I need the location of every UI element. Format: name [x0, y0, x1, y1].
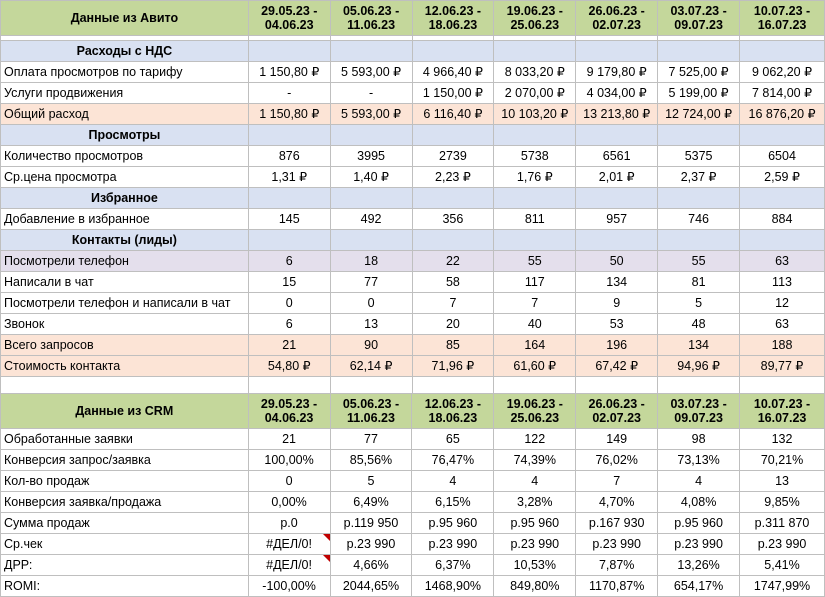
- value-cell[interactable]: р.23 990: [740, 534, 825, 555]
- empty-cell[interactable]: [330, 188, 412, 209]
- row-label[interactable]: Конверсия заявка/продажа: [1, 492, 249, 513]
- value-cell[interactable]: 12: [740, 293, 825, 314]
- value-cell[interactable]: 5: [658, 293, 740, 314]
- value-cell[interactable]: 5738: [494, 146, 576, 167]
- empty-cell[interactable]: [658, 125, 740, 146]
- avito-title[interactable]: Данные из Авито: [1, 1, 249, 36]
- period-header[interactable]: [412, 394, 494, 429]
- value-cell[interactable]: 9,85%: [740, 492, 825, 513]
- value-cell[interactable]: 13,26%: [658, 555, 740, 576]
- period-end: 16.07.23: [757, 18, 807, 32]
- value-cell[interactable]: 134: [576, 272, 658, 293]
- table-row: [1, 471, 825, 492]
- value-cell[interactable]: 811: [494, 209, 576, 230]
- row-label[interactable]: ДРР:: [1, 555, 249, 576]
- period-header[interactable]: [330, 394, 412, 429]
- value-cell[interactable]: р.23 990: [576, 534, 658, 555]
- value-cell[interactable]: 5 593,00 ₽: [330, 104, 412, 125]
- value-cell[interactable]: 98: [658, 429, 740, 450]
- value-cell[interactable]: 4: [412, 471, 494, 492]
- empty-cell[interactable]: [740, 230, 825, 251]
- row-label[interactable]: Количество просмотров: [1, 146, 249, 167]
- row-label[interactable]: Услуги продвижения: [1, 83, 249, 104]
- table-row: [1, 293, 825, 314]
- period-end: 25.06.23: [510, 18, 560, 32]
- value-cell[interactable]: 4,70%: [576, 492, 658, 513]
- value-cell[interactable]: 2739: [412, 146, 494, 167]
- value-cell[interactable]: 0: [248, 293, 330, 314]
- period-end: 09.07.23: [674, 18, 723, 32]
- value-cell[interactable]: 1,76 ₽: [494, 167, 576, 188]
- crm-header-row: [1, 394, 825, 429]
- value-cell[interactable]: 164: [494, 335, 576, 356]
- row-label[interactable]: Посмотрели телефон и написали в чат: [1, 293, 249, 314]
- period-header[interactable]: [330, 1, 412, 36]
- table-row: [1, 335, 825, 356]
- value-cell[interactable]: р.0: [248, 513, 330, 534]
- period-start: 26.06.23 -: [588, 397, 645, 411]
- row-label[interactable]: ROMI:: [1, 576, 249, 597]
- period-start: 05.06.23 -: [342, 4, 400, 18]
- period-header[interactable]: [248, 1, 330, 36]
- period-end: 02.07.23: [592, 18, 642, 32]
- value-cell[interactable]: 2,23 ₽: [412, 167, 494, 188]
- value-cell[interactable]: 50: [576, 251, 658, 272]
- value-cell[interactable]: 1 150,80 ₽: [248, 104, 330, 125]
- period-start: 03.07.23 -: [670, 4, 727, 18]
- table-row: [1, 104, 825, 125]
- value-cell[interactable]: 12 724,00 ₽: [658, 104, 740, 125]
- value-cell[interactable]: р.311 870: [740, 513, 825, 534]
- period-start: 03.07.23 -: [670, 397, 727, 411]
- empty-cell[interactable]: [248, 41, 330, 62]
- value-cell[interactable]: 63: [740, 314, 825, 335]
- value-cell[interactable]: 1,40 ₽: [330, 167, 412, 188]
- value-cell[interactable]: 4: [494, 471, 576, 492]
- value-cell[interactable]: 1468,90%: [412, 576, 494, 597]
- row-label[interactable]: Общий расход: [1, 104, 249, 125]
- value-cell[interactable]: 9: [576, 293, 658, 314]
- period-header[interactable]: [740, 1, 825, 36]
- value-cell[interactable]: 117: [494, 272, 576, 293]
- table-row: [1, 429, 825, 450]
- value-cell[interactable]: 53: [576, 314, 658, 335]
- table-row: [1, 576, 825, 597]
- value-cell[interactable]: 6 116,40 ₽: [412, 104, 494, 125]
- empty-cell[interactable]: [658, 230, 740, 251]
- value-cell[interactable]: 7: [412, 293, 494, 314]
- value-cell[interactable]: 0: [330, 293, 412, 314]
- period-start: 05.06.23 -: [342, 397, 400, 411]
- value-cell[interactable]: 8 033,20 ₽: [494, 62, 576, 83]
- crm-title[interactable]: Данные из CRM: [1, 394, 249, 429]
- section-header-row: [1, 188, 825, 209]
- empty-cell[interactable]: [248, 230, 330, 251]
- value-cell[interactable]: 7: [494, 293, 576, 314]
- value-cell[interactable]: 7: [576, 471, 658, 492]
- section-title[interactable]: Расходы с НДС: [1, 41, 249, 62]
- period-start: 29.05.23 -: [261, 4, 318, 18]
- value-cell[interactable]: 6,15%: [412, 492, 494, 513]
- value-cell[interactable]: р.119 950: [330, 513, 412, 534]
- value-cell[interactable]: #ДЕЛ/0!: [248, 555, 330, 576]
- row-label[interactable]: Обработанные заявки: [1, 429, 249, 450]
- row-label[interactable]: Написали в чат: [1, 272, 249, 293]
- value-cell[interactable]: 94,96 ₽: [658, 356, 740, 377]
- table-row: [1, 314, 825, 335]
- value-cell[interactable]: 22: [412, 251, 494, 272]
- value-cell[interactable]: 1747,99%: [740, 576, 825, 597]
- empty-cell[interactable]: [494, 188, 576, 209]
- empty-cell[interactable]: [248, 125, 330, 146]
- value-cell[interactable]: 73,13%: [658, 450, 740, 471]
- value-cell[interactable]: 77: [330, 429, 412, 450]
- value-cell[interactable]: 77: [330, 272, 412, 293]
- section-title[interactable]: Избранное: [1, 188, 249, 209]
- value-cell[interactable]: 10 103,20 ₽: [494, 104, 576, 125]
- row-label[interactable]: Оплата просмотров по тарифу: [1, 62, 249, 83]
- table-row: [1, 513, 825, 534]
- value-cell[interactable]: 4,08%: [658, 492, 740, 513]
- value-cell[interactable]: р.167 930: [576, 513, 658, 534]
- avito-header-row: [1, 1, 825, 36]
- section-title[interactable]: Просмотры: [1, 125, 249, 146]
- table-row: [1, 534, 825, 555]
- period-end: 09.07.23: [674, 411, 723, 425]
- row-label[interactable]: Стоимость контакта: [1, 356, 249, 377]
- value-cell[interactable]: 2,01 ₽: [576, 167, 658, 188]
- empty-cell[interactable]: [412, 125, 494, 146]
- period-end: 02.07.23: [592, 411, 642, 425]
- value-cell[interactable]: 9 179,80 ₽: [576, 62, 658, 83]
- empty-cell[interactable]: [740, 41, 825, 62]
- value-cell[interactable]: 18: [330, 251, 412, 272]
- section-title[interactable]: Контакты (лиды): [1, 230, 249, 251]
- value-cell[interactable]: #ДЕЛ/0!: [248, 534, 330, 555]
- empty-cell[interactable]: [576, 188, 658, 209]
- value-cell[interactable]: 4,66%: [330, 555, 412, 576]
- value-cell[interactable]: 113: [740, 272, 825, 293]
- empty-cell[interactable]: [412, 188, 494, 209]
- period-end: 04.06.23: [264, 18, 314, 32]
- row-label[interactable]: Ср.цена просмотра: [1, 167, 249, 188]
- value-cell[interactable]: 40: [494, 314, 576, 335]
- value-cell[interactable]: 6,37%: [412, 555, 494, 576]
- period-end: 04.06.23: [264, 411, 314, 425]
- value-cell[interactable]: 3,28%: [494, 492, 576, 513]
- row-label[interactable]: Сумма продаж: [1, 513, 249, 534]
- value-cell[interactable]: 188: [740, 335, 825, 356]
- value-cell[interactable]: р.95 960: [494, 513, 576, 534]
- value-cell[interactable]: 5 199,00 ₽: [658, 83, 740, 104]
- empty-cell[interactable]: [330, 230, 412, 251]
- value-cell[interactable]: 654,17%: [658, 576, 740, 597]
- value-cell[interactable]: 76,02%: [576, 450, 658, 471]
- value-cell[interactable]: 13: [740, 471, 825, 492]
- value-cell[interactable]: 134: [658, 335, 740, 356]
- table-row: [1, 492, 825, 513]
- value-cell[interactable]: 65: [412, 429, 494, 450]
- period-start: 26.06.23 -: [588, 4, 645, 18]
- value-cell[interactable]: 15: [248, 272, 330, 293]
- value-cell[interactable]: 55: [658, 251, 740, 272]
- value-cell[interactable]: 5: [330, 471, 412, 492]
- period-header[interactable]: [248, 394, 330, 429]
- value-cell[interactable]: 6: [248, 314, 330, 335]
- value-cell[interactable]: 1170,87%: [576, 576, 658, 597]
- value-cell[interactable]: 48: [658, 314, 740, 335]
- empty-cell[interactable]: [576, 41, 658, 62]
- period-end: 18.06.23: [428, 411, 478, 425]
- value-cell[interactable]: 196: [576, 335, 658, 356]
- period-end: 18.06.23: [428, 18, 478, 32]
- value-cell[interactable]: 100,00%: [248, 450, 330, 471]
- value-cell[interactable]: 71,96 ₽: [412, 356, 494, 377]
- value-cell[interactable]: 2 070,00 ₽: [494, 83, 576, 104]
- value-cell[interactable]: 74,39%: [494, 450, 576, 471]
- period-header[interactable]: [658, 1, 740, 36]
- value-cell[interactable]: 7 814,00 ₽: [740, 83, 825, 104]
- value-cell[interactable]: 2,59 ₽: [740, 167, 825, 188]
- empty-cell[interactable]: [576, 230, 658, 251]
- table-row: [1, 450, 825, 471]
- row-label[interactable]: Добавление в избранное: [1, 209, 249, 230]
- empty-cell[interactable]: [658, 41, 740, 62]
- empty-cell[interactable]: [740, 188, 825, 209]
- period-header[interactable]: [576, 1, 658, 36]
- value-cell[interactable]: 9 062,20 ₽: [740, 62, 825, 83]
- period-header[interactable]: [494, 1, 576, 36]
- section-header-row: [1, 230, 825, 251]
- value-cell[interactable]: 2,37 ₽: [658, 167, 740, 188]
- value-cell[interactable]: 356: [412, 209, 494, 230]
- value-cell[interactable]: 6504: [740, 146, 825, 167]
- table-row: [1, 251, 825, 272]
- section-header-row: [1, 125, 825, 146]
- table-row: [1, 555, 825, 576]
- value-cell[interactable]: 81: [658, 272, 740, 293]
- value-cell[interactable]: 4 034,00 ₽: [576, 83, 658, 104]
- table-row: [1, 167, 825, 188]
- value-cell[interactable]: 149: [576, 429, 658, 450]
- empty-cell[interactable]: [494, 125, 576, 146]
- value-cell[interactable]: -: [248, 83, 330, 104]
- value-cell[interactable]: р.23 990: [412, 534, 494, 555]
- value-cell[interactable]: р.95 960: [658, 513, 740, 534]
- period-header[interactable]: [412, 1, 494, 36]
- value-cell[interactable]: 5,41%: [740, 555, 825, 576]
- value-cell[interactable]: 62,14 ₽: [330, 356, 412, 377]
- row-label[interactable]: Конверсия запрос/заявка: [1, 450, 249, 471]
- crm-data-table: [0, 393, 825, 597]
- empty-cell[interactable]: [740, 125, 825, 146]
- value-cell[interactable]: р.23 990: [330, 534, 412, 555]
- empty-cell[interactable]: [494, 41, 576, 62]
- value-cell[interactable]: 6: [248, 251, 330, 272]
- value-cell[interactable]: 876: [248, 146, 330, 167]
- value-cell[interactable]: 58: [412, 272, 494, 293]
- row-label[interactable]: Ср.чек: [1, 534, 249, 555]
- value-cell[interactable]: 67,42 ₽: [576, 356, 658, 377]
- value-cell[interactable]: 13: [330, 314, 412, 335]
- value-cell[interactable]: -100,00%: [248, 576, 330, 597]
- value-cell[interactable]: 16 876,20 ₽: [740, 104, 825, 125]
- value-cell[interactable]: 7,87%: [576, 555, 658, 576]
- value-cell[interactable]: 746: [658, 209, 740, 230]
- period-end: 16.07.23: [757, 411, 807, 425]
- row-label[interactable]: Посмотрели телефон: [1, 251, 249, 272]
- value-cell[interactable]: 2044,65%: [330, 576, 412, 597]
- value-cell[interactable]: 5375: [658, 146, 740, 167]
- empty-cell[interactable]: [330, 41, 412, 62]
- value-cell[interactable]: 13 213,80 ₽: [576, 104, 658, 125]
- value-cell[interactable]: 54,80 ₽: [248, 356, 330, 377]
- value-cell[interactable]: 6,49%: [330, 492, 412, 513]
- period-end: 11.06.23: [347, 18, 396, 32]
- value-cell[interactable]: 20: [412, 314, 494, 335]
- value-cell[interactable]: 1 150,00 ₽: [412, 83, 494, 104]
- value-cell[interactable]: 90: [330, 335, 412, 356]
- section-header-row: [1, 41, 825, 62]
- value-cell[interactable]: р.95 960: [412, 513, 494, 534]
- table-row: [1, 209, 825, 230]
- row-label[interactable]: Кол-во продаж: [1, 471, 249, 492]
- value-cell[interactable]: 21: [248, 335, 330, 356]
- value-cell[interactable]: 61,60 ₽: [494, 356, 576, 377]
- table-row: [1, 83, 825, 104]
- period-start: 10.07.23 -: [753, 4, 811, 18]
- value-cell[interactable]: 492: [330, 209, 412, 230]
- table-row: [1, 272, 825, 293]
- value-cell[interactable]: 132: [740, 429, 825, 450]
- value-cell[interactable]: 70,21%: [740, 450, 825, 471]
- period-start: 19.06.23 -: [506, 4, 563, 18]
- period-end: 25.06.23: [510, 411, 560, 425]
- value-cell[interactable]: 849,80%: [494, 576, 576, 597]
- value-cell[interactable]: 3995: [330, 146, 412, 167]
- period-start: 10.07.23 -: [753, 397, 811, 411]
- empty-cell[interactable]: [412, 41, 494, 62]
- empty-cell[interactable]: [576, 125, 658, 146]
- period-start: 19.06.23 -: [506, 397, 563, 411]
- empty-cell[interactable]: [658, 188, 740, 209]
- value-cell[interactable]: 4 966,40 ₽: [412, 62, 494, 83]
- value-cell[interactable]: 4: [658, 471, 740, 492]
- period-start: 12.06.23 -: [424, 4, 482, 18]
- value-cell[interactable]: р.23 990: [494, 534, 576, 555]
- empty-cell[interactable]: [330, 125, 412, 146]
- empty-cell[interactable]: [248, 188, 330, 209]
- value-cell[interactable]: 63: [740, 251, 825, 272]
- table-row: [1, 356, 825, 377]
- empty-cell[interactable]: [412, 230, 494, 251]
- value-cell[interactable]: 6561: [576, 146, 658, 167]
- table-row: [1, 146, 825, 167]
- empty-cell[interactable]: [494, 230, 576, 251]
- value-cell[interactable]: р.23 990: [658, 534, 740, 555]
- value-cell[interactable]: 1 150,80 ₽: [248, 62, 330, 83]
- value-cell[interactable]: 76,47%: [412, 450, 494, 471]
- value-cell[interactable]: 0: [248, 471, 330, 492]
- period-end: 11.06.23: [346, 411, 395, 425]
- period-header[interactable]: [740, 394, 825, 429]
- value-cell[interactable]: 89,77 ₽: [740, 356, 825, 377]
- value-cell[interactable]: 85,56%: [330, 450, 412, 471]
- value-cell[interactable]: 957: [576, 209, 658, 230]
- value-cell[interactable]: 5 593,00 ₽: [330, 62, 412, 83]
- table-row: [1, 62, 825, 83]
- period-header[interactable]: [494, 394, 576, 429]
- value-cell[interactable]: 85: [412, 335, 494, 356]
- period-start: 29.05.23 -: [260, 397, 318, 411]
- value-cell[interactable]: 145: [248, 209, 330, 230]
- value-cell[interactable]: 10,53%: [494, 555, 576, 576]
- value-cell[interactable]: 55: [494, 251, 576, 272]
- value-cell[interactable]: 7 525,00 ₽: [658, 62, 740, 83]
- value-cell[interactable]: 21: [248, 429, 330, 450]
- value-cell[interactable]: 122: [494, 429, 576, 450]
- period-start: 12.06.23 -: [424, 397, 482, 411]
- row-label[interactable]: Всего запросов: [1, 335, 249, 356]
- period-header[interactable]: [658, 394, 740, 429]
- value-cell[interactable]: -: [330, 83, 412, 104]
- row-label[interactable]: Звонок: [1, 314, 249, 335]
- value-cell[interactable]: 0,00%: [248, 492, 330, 513]
- value-cell[interactable]: 1,31 ₽: [248, 167, 330, 188]
- period-header[interactable]: [576, 394, 658, 429]
- value-cell[interactable]: 884: [740, 209, 825, 230]
